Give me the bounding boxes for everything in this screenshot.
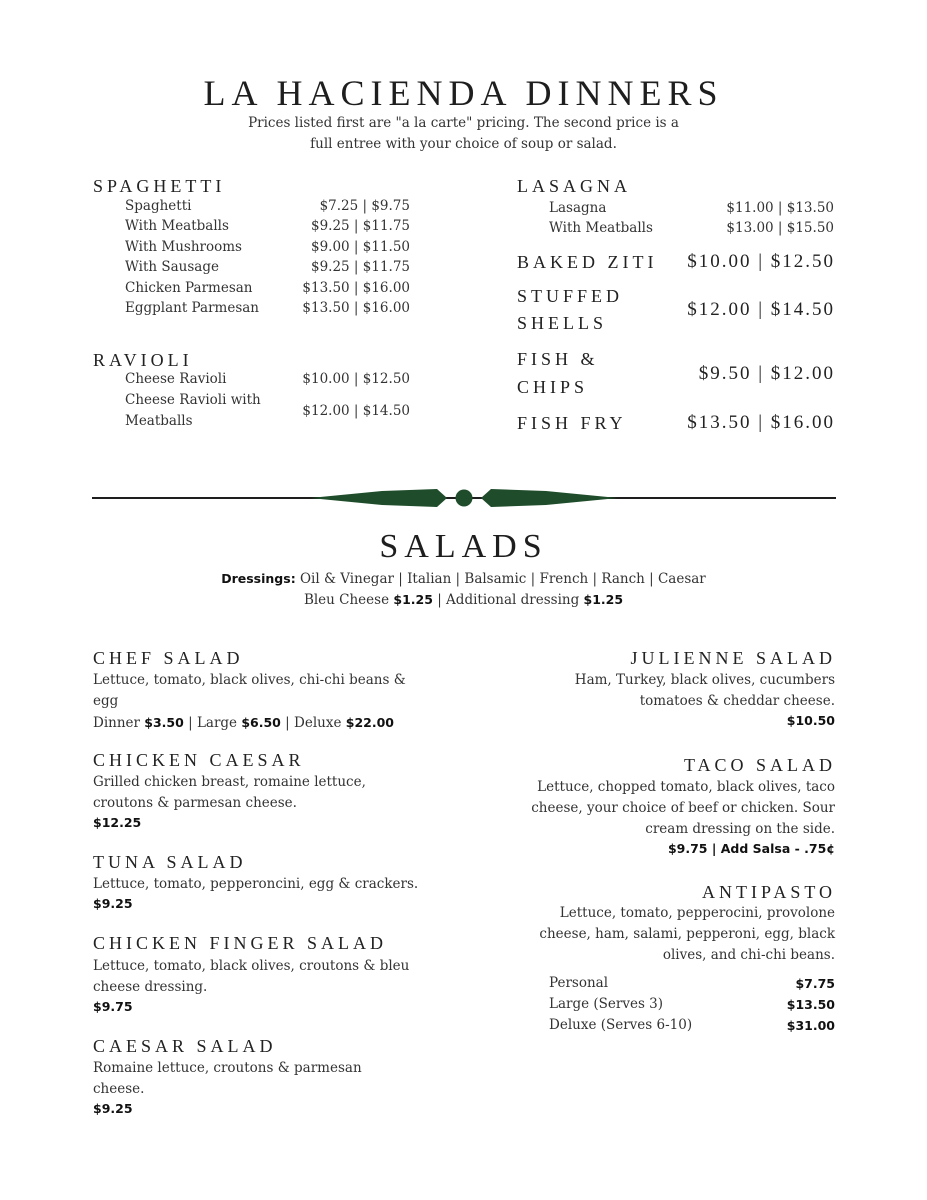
fish-chips-price: $9.50 | $12.00 — [698, 363, 835, 384]
chicken-finger-salad-description — [93, 956, 423, 1016]
menu-item-price: $13.50 | $16.00 — [302, 280, 410, 296]
baked-ziti-price: $10.00 | $12.50 — [687, 251, 835, 272]
menu-item-name: Eggplant Parmesan — [125, 300, 259, 316]
description-line: egg — [93, 693, 119, 709]
description-line: cheese. — [93, 1081, 145, 1097]
menu-item-name: With Sausage — [125, 259, 219, 275]
menu-item-name: With Meatballs — [125, 218, 229, 234]
ornamental-divider-icon — [92, 484, 836, 512]
fish-fry-price: $13.50 | $16.00 — [687, 412, 835, 433]
description-line: Grilled chicken breast, romaine lettuce, — [93, 774, 366, 790]
fish-chips-heading-line-2: CHIPS — [517, 377, 589, 397]
description-line: Lettuce, tomato, black olives, croutons & bleu — [93, 958, 410, 974]
tuna-salad-description — [93, 874, 423, 913]
chef-salad-description — [93, 670, 423, 734]
size-price: $13.50 — [786, 997, 835, 1012]
description-line: Lettuce, chopped tomato, black olives, taco — [537, 779, 835, 795]
menu-item-price: $9.00 | $11.50 — [310, 239, 410, 255]
menu-item-price: $9.25 | $11.75 — [310, 218, 410, 234]
additional-dressing-price: $1.25 — [583, 592, 624, 607]
chicken-caesar-description — [93, 772, 423, 832]
stuffed-shells-heading-line-1: STUFFED — [517, 286, 624, 306]
bleu-cheese-label: Bleu Cheese — [303, 592, 394, 608]
stuffed-shells-heading-line-2: SHELLS — [517, 313, 608, 333]
menu-item-name: With Mushrooms — [125, 239, 242, 255]
description-line: Ham, Turkey, black olives, cucumbers — [574, 672, 835, 688]
menu-item-price: $13.00 | $15.50 — [726, 220, 834, 236]
menu-item-name: Cheese Ravioli — [125, 371, 227, 387]
menu-item-price: $11.00 | $13.50 — [726, 200, 834, 216]
price-value: $6.50 — [241, 715, 281, 730]
description-line: cheese, ham, salami, pepperoni, egg, black — [539, 926, 835, 942]
julienne-salad-price: $10.50 — [786, 713, 835, 728]
chicken-finger-salad-price: $9.75 — [93, 999, 133, 1014]
extra-dressing-line — [0, 592, 927, 608]
description-line: Lettuce, tomato, black olives, chi-chi beans & — [93, 672, 406, 688]
antipasto-description — [500, 903, 835, 966]
baked-ziti-heading: BAKED ZITI — [517, 252, 658, 272]
caesar-salad-description — [93, 1058, 423, 1118]
julienne-salad-description — [500, 670, 835, 730]
menu-item-price: $12.00 | $14.50 — [302, 403, 410, 419]
menu-item-name: Chicken Parmesan — [125, 280, 253, 296]
fish-fry-heading: FISH FRY — [517, 413, 627, 433]
lasagna-heading: LASAGNA — [517, 176, 632, 196]
description-line: olives, and chi-chi beans. — [662, 947, 835, 963]
menu-item-name: With Meatballs — [549, 220, 653, 236]
antipasto-heading: ANTIPASTO — [701, 882, 836, 902]
description-line: Romaine lettuce, croutons & parmesan — [93, 1060, 362, 1076]
price-label: Dinner — [93, 715, 145, 731]
tuna-salad-price: $9.25 — [93, 896, 133, 911]
taco-salad-heading: TACO SALAD — [683, 755, 836, 775]
price-label: | Deluxe — [280, 715, 346, 731]
bleu-cheese-price: $1.25 — [393, 592, 433, 607]
price-label: | Large — [183, 715, 242, 731]
size-name: Large (Serves 3) — [549, 996, 664, 1012]
chef-salad-heading: CHEF SALAD — [93, 648, 244, 668]
size-name: Deluxe (Serves 6-10) — [549, 1017, 693, 1033]
julienne-salad-heading: JULIENNE SALAD — [630, 648, 836, 668]
description-line: Lettuce, tomato, pepperoncini, egg & crackers. — [93, 876, 419, 892]
menu-item-name: Spaghetti — [125, 198, 192, 214]
tuna-salad-heading: TUNA SALAD — [93, 852, 247, 872]
menu-item-price: $9.25 | $11.75 — [310, 259, 410, 275]
menu-item-price: $7.25 | $9.75 — [319, 198, 410, 214]
dressings-label: Dressings: — [221, 571, 296, 586]
caesar-salad-price: $9.25 — [93, 1101, 133, 1116]
additional-dressing-label: | Additional dressing — [432, 592, 584, 608]
taco-salad-description — [500, 777, 835, 858]
chicken-finger-salad-heading: CHICKEN FINGER SALAD — [93, 933, 388, 953]
menu-item-name-line-2: Meatballs — [125, 413, 193, 429]
chicken-caesar-price: $12.25 — [93, 815, 142, 830]
size-name: Personal — [549, 975, 609, 991]
description-line: cream dressing on the side. — [645, 821, 835, 837]
menu-item-name-line-1: Cheese Ravioli with — [125, 392, 261, 408]
size-price: $7.75 — [795, 976, 835, 991]
dressings-line — [0, 571, 927, 587]
description-line: tomatoes & cheddar cheese. — [639, 693, 835, 709]
description-line: cheese, your choice of beef or chicken. Sour — [531, 800, 835, 816]
spaghetti-heading: SPAGHETTI — [93, 176, 226, 196]
chicken-caesar-heading: CHICKEN CAESAR — [93, 750, 305, 770]
pricing-note — [0, 113, 927, 155]
dressings-list: Oil & Vinegar | Italian | Balsamic | French | Ranch | Caesar — [295, 571, 706, 587]
pricing-note-line-1: Prices listed first are "a la carte" pricing. The second price is a — [248, 115, 679, 131]
menu-item-price: $13.50 | $16.00 — [302, 300, 410, 316]
description-line: cheese dressing. — [93, 979, 208, 995]
size-price: $31.00 — [786, 1018, 835, 1033]
description-line: croutons & parmesan cheese. — [93, 795, 297, 811]
ravioli-heading: RAVIOLI — [93, 350, 193, 370]
stuffed-shells-price: $12.00 | $14.50 — [687, 299, 835, 320]
chef-salad-prices — [93, 712, 423, 734]
menu-item-name: Lasagna — [549, 200, 607, 216]
taco-salad-price: $9.75 | Add Salsa - .75¢ — [667, 841, 835, 856]
description-line: Lettuce, tomato, pepperocini, provolone — [559, 905, 835, 921]
page-title: LA HACIENDA DINNERS — [203, 73, 724, 113]
fish-chips-heading-line-1: FISH & — [517, 349, 599, 369]
price-value: $3.50 — [144, 715, 184, 730]
price-value: $22.00 — [345, 715, 394, 730]
menu-item-price: $10.00 | $12.50 — [302, 371, 410, 387]
pricing-note-line-2: full entree with your choice of soup or salad. — [310, 136, 617, 152]
salads-title: SALADS — [379, 528, 548, 565]
caesar-salad-heading: CAESAR SALAD — [93, 1036, 277, 1056]
